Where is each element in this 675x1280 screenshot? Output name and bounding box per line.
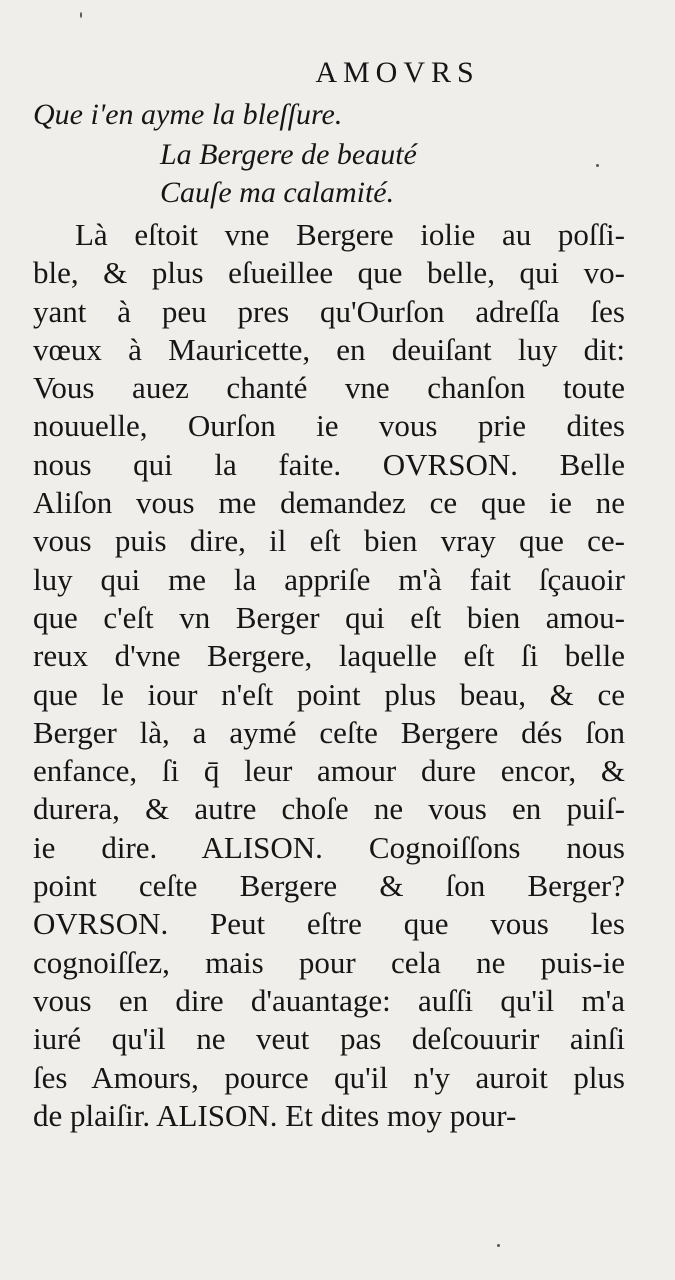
text-line: que le iour n'eſt point plus beau, & ce (33, 676, 625, 712)
text-line: de plaiſir. ALISON. Et dites moy pour- (33, 1097, 517, 1133)
ink-speck (80, 12, 82, 18)
prose-paragraph (33, 216, 625, 1135)
verse-line: Cauſe ma calamité. (160, 176, 395, 209)
text-line: ſes Amours, pource qu'il n'y auroit plus (33, 1059, 625, 1095)
text-line: yant à peu pres qu'Ourſon adreſſa ſes (33, 293, 625, 329)
verse-line: Que i'en ayme la bleſſure. (33, 98, 343, 131)
text-line: Aliſon vous me demandez ce que ie ne (33, 485, 625, 521)
text-line: OVRSON. Peut eſtre que vous les (33, 906, 625, 942)
text-line: vœux à Mauricette, en deuiſant luy dit: (33, 331, 625, 367)
verse-line: La Bergere de beauté (160, 138, 417, 171)
text-line: ble, & plus eſueillee que belle, qui vo- (33, 255, 625, 291)
text-line: Vous auez chanté vne chanſon toute (33, 370, 625, 406)
text-line: enfance, ſi q̄ leur amour dure encor, & (33, 753, 625, 789)
text-line: vous puis dire, il eſt bien vray que ce- (33, 523, 625, 559)
ink-speck (497, 1244, 500, 1247)
text-line: Berger là, a aymé ceſte Bergere dés ſon (33, 714, 625, 750)
ink-speck (596, 164, 599, 167)
text-line: iuré qu'il ne veut pas deſcouurir ainſi (33, 1021, 625, 1057)
text-line: que c'eſt vn Berger qui eſt bien amou- (33, 599, 625, 635)
text-line: reux d'vne Bergere, laquelle eſt ſi belle (33, 638, 625, 674)
text-line: cognoiſſez, mais pour cela ne puis-ie (33, 944, 625, 980)
text-line: ie dire. ALISON. Cognoiſſons nous (33, 829, 625, 865)
text-line: nous qui la faite. OVRSON. Belle (33, 446, 625, 482)
running-head: AMOVRS (315, 56, 480, 89)
text-line: nouuelle, Ourſon ie vous prie dites (33, 408, 625, 444)
text-line: vous en dire d'auantage: auſſi qu'il m'a (33, 982, 625, 1018)
text-line: Là eſtoit vne Bergere iolie au poſſi- (75, 217, 625, 252)
text-line: luy qui me la appriſe m'à fait ſçauoir (33, 561, 625, 597)
text-line: point ceſte Bergere & ſon Berger? (33, 868, 625, 904)
text-line: durera, & autre choſe ne vous en puiſ- (33, 791, 625, 827)
